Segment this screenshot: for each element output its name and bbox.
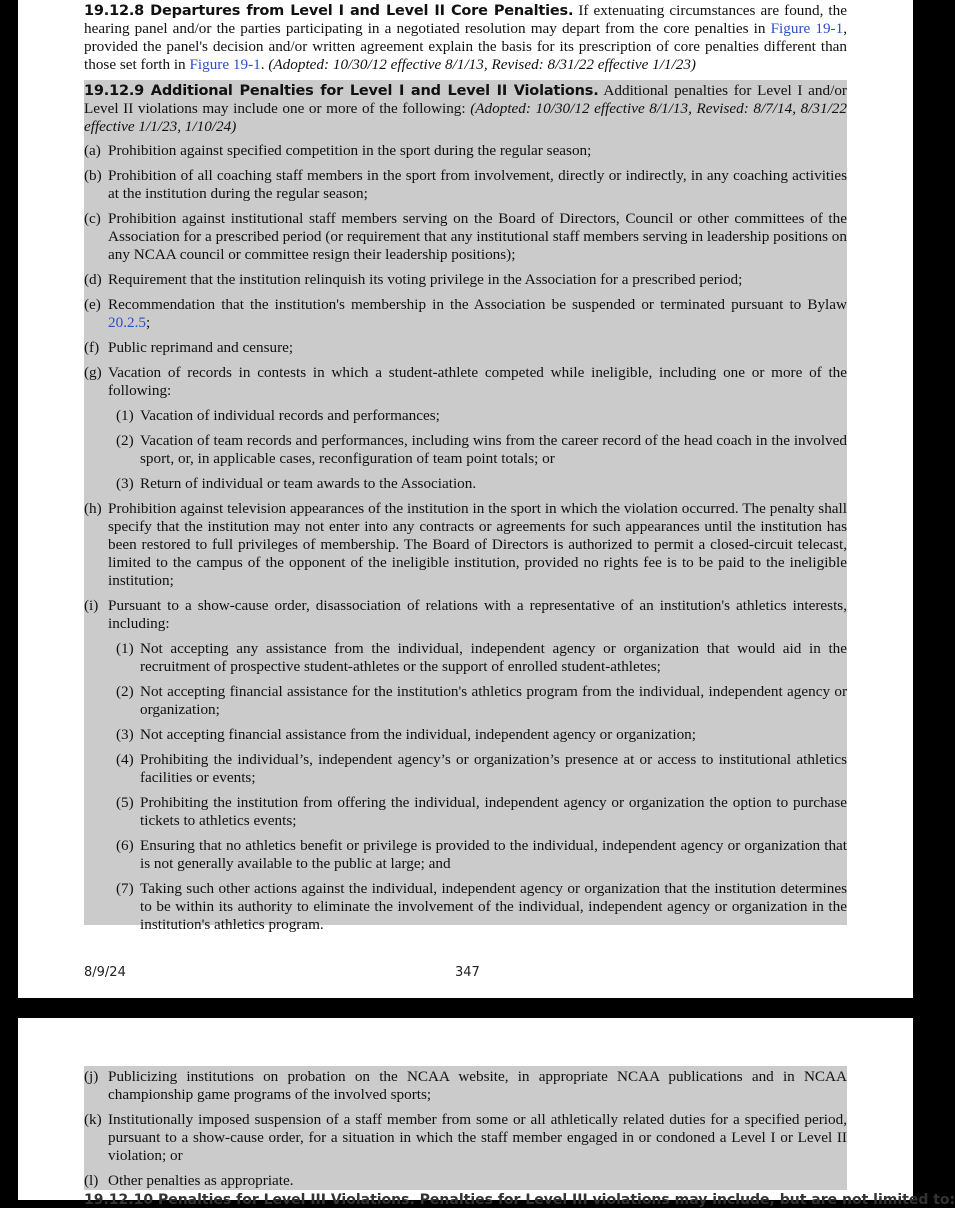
sub-list-item: (3) Not accepting financial assistance from the individual, independent agency or organization;	[116, 726, 696, 743]
sub-list-item: (6) Ensuring that no athletics benefit or privilege is provided to the individual, independent agency or organization that is not generally available to the public at large; and	[116, 837, 847, 872]
adoption-note: (Adopted: 10/30/12 effective 8/1/13, Revised: 8/7/14, 8/31/22 effective 1/1/23, 1/10/24)	[84, 100, 847, 135]
sub-list-item: (3) Return of individual or team awards to the Association.	[116, 475, 477, 492]
footer-page-number: 347	[455, 965, 480, 980]
section-heading: 19.12.8 Departures from Level I and Level II Core Penalties.	[84, 3, 574, 19]
section-19-12-8: 19.12.8 Departures from Level I and Level II Core Penalties. If extenuating circumstances are found, the hearing panel and/or the parties participating in a negotiated resolution may depart from the core penalties in Figure 19-1, provided the panel's decision and/or written agreement explain the basis for its prescription of core penalties different than those set forth in Figure 19-1. (Adopted: 10/30/12 effective 8/1/13, Revised: 8/31/22 effective 1/1/23)	[84, 2, 847, 73]
document-page-348	[18, 1018, 955, 1208]
sub-list-item: (1) Vacation of individual records and performances;	[116, 407, 440, 424]
footer-date: 8/9/24	[84, 965, 126, 980]
list-item: (k) Institutionally imposed suspension of a staff member from some or all athletically related duties for a specified period, pursuant to a show-cause order, for a situation in which the staff member engaged in or condoned a Level I or Level II violation; or	[84, 1111, 847, 1164]
sub-list-item: (1) Not accepting any assistance from the individual, independent agency or organization that would aid in the recruitment of prospective student-athletes or the support of enrolled student-athletes;	[116, 640, 847, 675]
list-item: (g) Vacation of records in contests in which a student-athlete competed while ineligible, including one or more of the following:	[84, 364, 847, 399]
next-section-heading-cut: 19.12.10 Penalties for Level III Violations. Penalties for Level III violations may include, but are not limited to:	[84, 1192, 955, 1208]
sub-list-item: (2) Vacation of team records and performances, including wins from the career record of the head coach in the involved sport, or, in applicable cases, reconfiguration of team point totals; or	[116, 432, 847, 467]
bylaw-link[interactable]: 20.2.5	[108, 314, 146, 331]
adoption-note: (Adopted: 10/30/12 effective 8/1/13, Revised: 8/31/22 effective 1/1/23)	[268, 56, 696, 73]
list-item: (h) Prohibition against television appearances of the institution in the sport in which the violation occurred. The penalty shall specify that the institution may not enter into any contracts or agreements for such appearances until the institution has been restored to full privileges of membership. The Board of Directors is authorized to permit a closed-circuit telecast, limited to the campus of the opponent of the ineligible institution, provided no rights fee is to be paid to the ineligible institution;	[84, 500, 847, 589]
section-heading: 19.12.9 Additional Penalties for Level I and Level II Violations.	[84, 83, 599, 99]
sub-list-item: (5) Prohibiting the institution from offering the individual, independent agency or organization the option to purchase tickets to athletics events;	[116, 794, 847, 829]
list-item: (b) Prohibition of all coaching staff members in the sport from involvement, directly or indirectly, in any coaching activities at the institution during the regular season;	[84, 167, 847, 202]
figure-link[interactable]: Figure 19-1	[770, 20, 844, 37]
document-page-347	[18, 0, 913, 998]
sub-list-item: (7) Taking such other actions against the individual, independent agency or organization that the institution determines to be within its authority to eliminate the involvement of the individual, independent agency or organization in the institution's athletics program.	[116, 880, 847, 933]
section-19-12-9: 19.12.9 Additional Penalties for Level I and Level II Violations. Additional penalties for Level I and/or Level II violations may include one or more of the following: (Adopted: 10/30/12 effective 8/1/13, Revised: 8/7/14, 8/31/22 effective 1/1/23, 1/10/24) (a) Prohibition against specified competition in the sport during the regular season; (b) Prohibition of all coaching staff members in the sport from involvement, directly or indirectly, in any coaching activities at the institution during the regular season; (c) Prohibition against institutional staff members serving on the Board of Directors, Council or other committees of the Association for a prescribed period (or requirement that any institutional staff members serving in leadership positions on any NCAA council or committee resign their leadership positions); (d) Requirement that the institution relinquish its voting privilege in the Association for a prescribed period; (e) Recommendation that the institution's membership in the Association be suspended or terminated pursuant to Bylaw 20.2.5; (f) Public reprimand and censure; (g) Vacation of records in contests in which a student-athlete competed while ineligible, including one or more of the following: (1) Vacation of individual records and performances; (2) Vacation of team records and performances, including wins from the career record of the head coach in the involved sport, or, in applicable cases, reconfiguration of team point totals; or (3) Return of individual or team awards to the Association. (h) Prohibition against television appearances of the institution in the sport in which the violation occurred. The penalty shall specify that the institution may not enter into any contracts or agreements for such appearances until the institution has been restored to full privileges of membership. The Board of Directors is authorized to permit a closed-circuit telecast, limited to the campus of the opponent of the ineligible institution, provided no rights fee is to be paid to the ineligible institution; (i) Pursuant to a show-cause order, disassociation of relations with a representative of an institution's athletics interests, including: (1) Not accepting any assistance from the individual, independent agency or organization that would aid in the recruitment of prospective student-athletes or the support of enrolled student-athletes; (2) Not accepting financial assistance for the institution's athletics program from the individual, independent agency or organization; (3) Not accepting financial assistance from the individual, independent agency or organization; (4) Prohibiting the individual’s, independent agency’s or organization’s presence at or access to institutional athletics facilities or events; (5) Prohibiting the institution from offering the individual, independent agency or organization the option to purchase tickets to athletics events; (6) Ensuring that no athletics benefit or privilege is provided to the individual, independent agency or organization that is not generally available to the public at large; and (7) Taking such other actions against the individual, independent agency or organization that the institution determines to be within its authority to eliminate the involvement of the individual, independent agency or organization in the institution's athletics program.	[84, 82, 847, 933]
list-item: (i) Pursuant to a show-cause order, disassociation of relations with a representative of an institution's athletics interests, including:	[84, 597, 847, 632]
list-item: (c) Prohibition against institutional staff members serving on the Board of Directors, Council or other committees of the Association for a prescribed period (or requirement that any institutional staff members serving in leadership positions on any NCAA council or committee resign their leadership positions);	[84, 210, 847, 263]
list-item: (l) Other penalties as appropriate.	[84, 1172, 294, 1189]
list-item: (j) Publicizing institutions on probation on the NCAA website, in appropriate NCAA publications and in NCAA championship game programs of the involved sports;	[84, 1068, 847, 1103]
figure-link[interactable]: Figure 19-1	[189, 56, 261, 73]
sub-list-item: (2) Not accepting financial assistance for the institution's athletics program from the individual, independent agency or organization;	[116, 683, 847, 718]
sub-list-item: (4) Prohibiting the individual’s, independent agency’s or organization’s presence at or access to institutional athletics facilities or events;	[116, 751, 847, 786]
list-item: (e) Recommendation that the institution's membership in the Association be suspended or terminated pursuant to Bylaw 20.2.5;	[84, 296, 847, 331]
list-item: (f) Public reprimand and censure;	[84, 339, 294, 356]
list-item: (d) Requirement that the institution relinquish its voting privilege in the Association for a prescribed period;	[84, 271, 743, 288]
section-19-12-9-continued	[84, 1066, 847, 1190]
list-item: (a) Prohibition against specified competition in the sport during the regular season;	[84, 142, 592, 159]
